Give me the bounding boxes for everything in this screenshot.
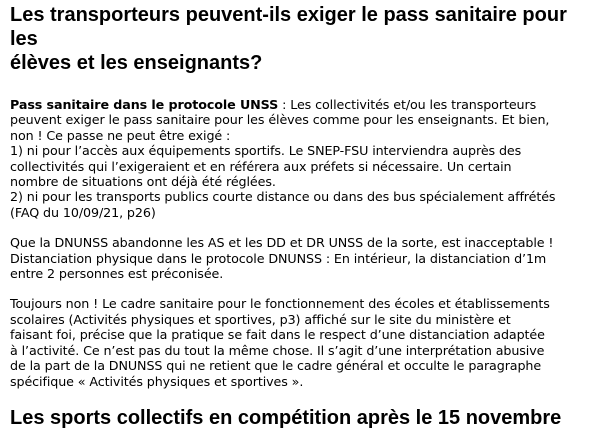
page-title [10, 3, 595, 75]
paragraph-line: 1) ni pour l’accès aux équipements sportifs. Le SNEP-FSU interviendra auprès des [10, 143, 522, 159]
paragraph-line: Que la DNUNSS abandonne les AS et les DD et DR UNSS de la sorte, est inacceptable ! [10, 235, 554, 251]
paragraph-line: nombre de situations ont déjà été réglées. [10, 174, 276, 190]
document-page [10, 3, 595, 430]
paragraph-line: non ! Ce passe ne peut être exigé : [10, 127, 231, 143]
spacer [10, 281, 595, 296]
page-title-line-1: Les transporteurs peuvent-ils exiger le pass sanitaire pour les [10, 4, 567, 50]
spacer [10, 220, 595, 235]
paragraph-distanciation [10, 235, 595, 281]
paragraph-line: peuvent exiger le pass sanitaire pour les élèves comme pour les enseignants. Et bien, [10, 112, 550, 128]
paragraph-line: scolaires (Activités physiques et sportives, p3) affiché sur le site du ministère et [10, 311, 511, 327]
paragraph-line: faisant foi, précise que la pratique se fait dans le respect d’une distanciation adaptée [10, 327, 545, 343]
paragraph-pass-sanitaire [10, 97, 595, 220]
paragraph-line: à l’activité. Ce n’est pas du tout la même chose. Il s’agit d’une interprétation abusive [10, 342, 545, 358]
paragraph-line [10, 97, 595, 112]
paragraph-line: Toujours non ! Le cadre sanitaire pour le fonctionnement des écoles et établissements [10, 296, 550, 312]
paragraph-line: 2) ni pour les transports publics courte distance ou dans des bus spécialement affrétés [10, 189, 556, 205]
page-title-line-2: élèves et les enseignants? [10, 52, 263, 74]
spacer [10, 75, 595, 97]
lead-bold-text: Pass sanitaire dans le protocole UNSS [10, 97, 279, 112]
lead-text: : Les collectivités et/ou les transporteurs [278, 97, 537, 112]
paragraph-line: de la part de la DNUNSS qui ne retient que le cadre général et occulte le paragraphe [10, 358, 542, 374]
spacer [10, 389, 595, 406]
paragraph-line: Distanciation physique dans le protocole DNUNSS : En intérieur, la distanciation d’1m [10, 250, 547, 266]
paragraph-line: collectivités qui l’exigeraient et en référera aux préfets si nécessaire. Un certain [10, 158, 512, 174]
paragraph-line: entre 2 personnes est préconisée. [10, 266, 224, 282]
section-heading: Les sports collectifs en compétition après le 15 novembre [10, 406, 562, 429]
paragraph-line: (FAQ du 10/09/21, p26) [10, 204, 156, 220]
paragraph-line: spécifique « Activités physiques et sportives ». [10, 373, 304, 389]
paragraph-toujours-non [10, 296, 595, 388]
